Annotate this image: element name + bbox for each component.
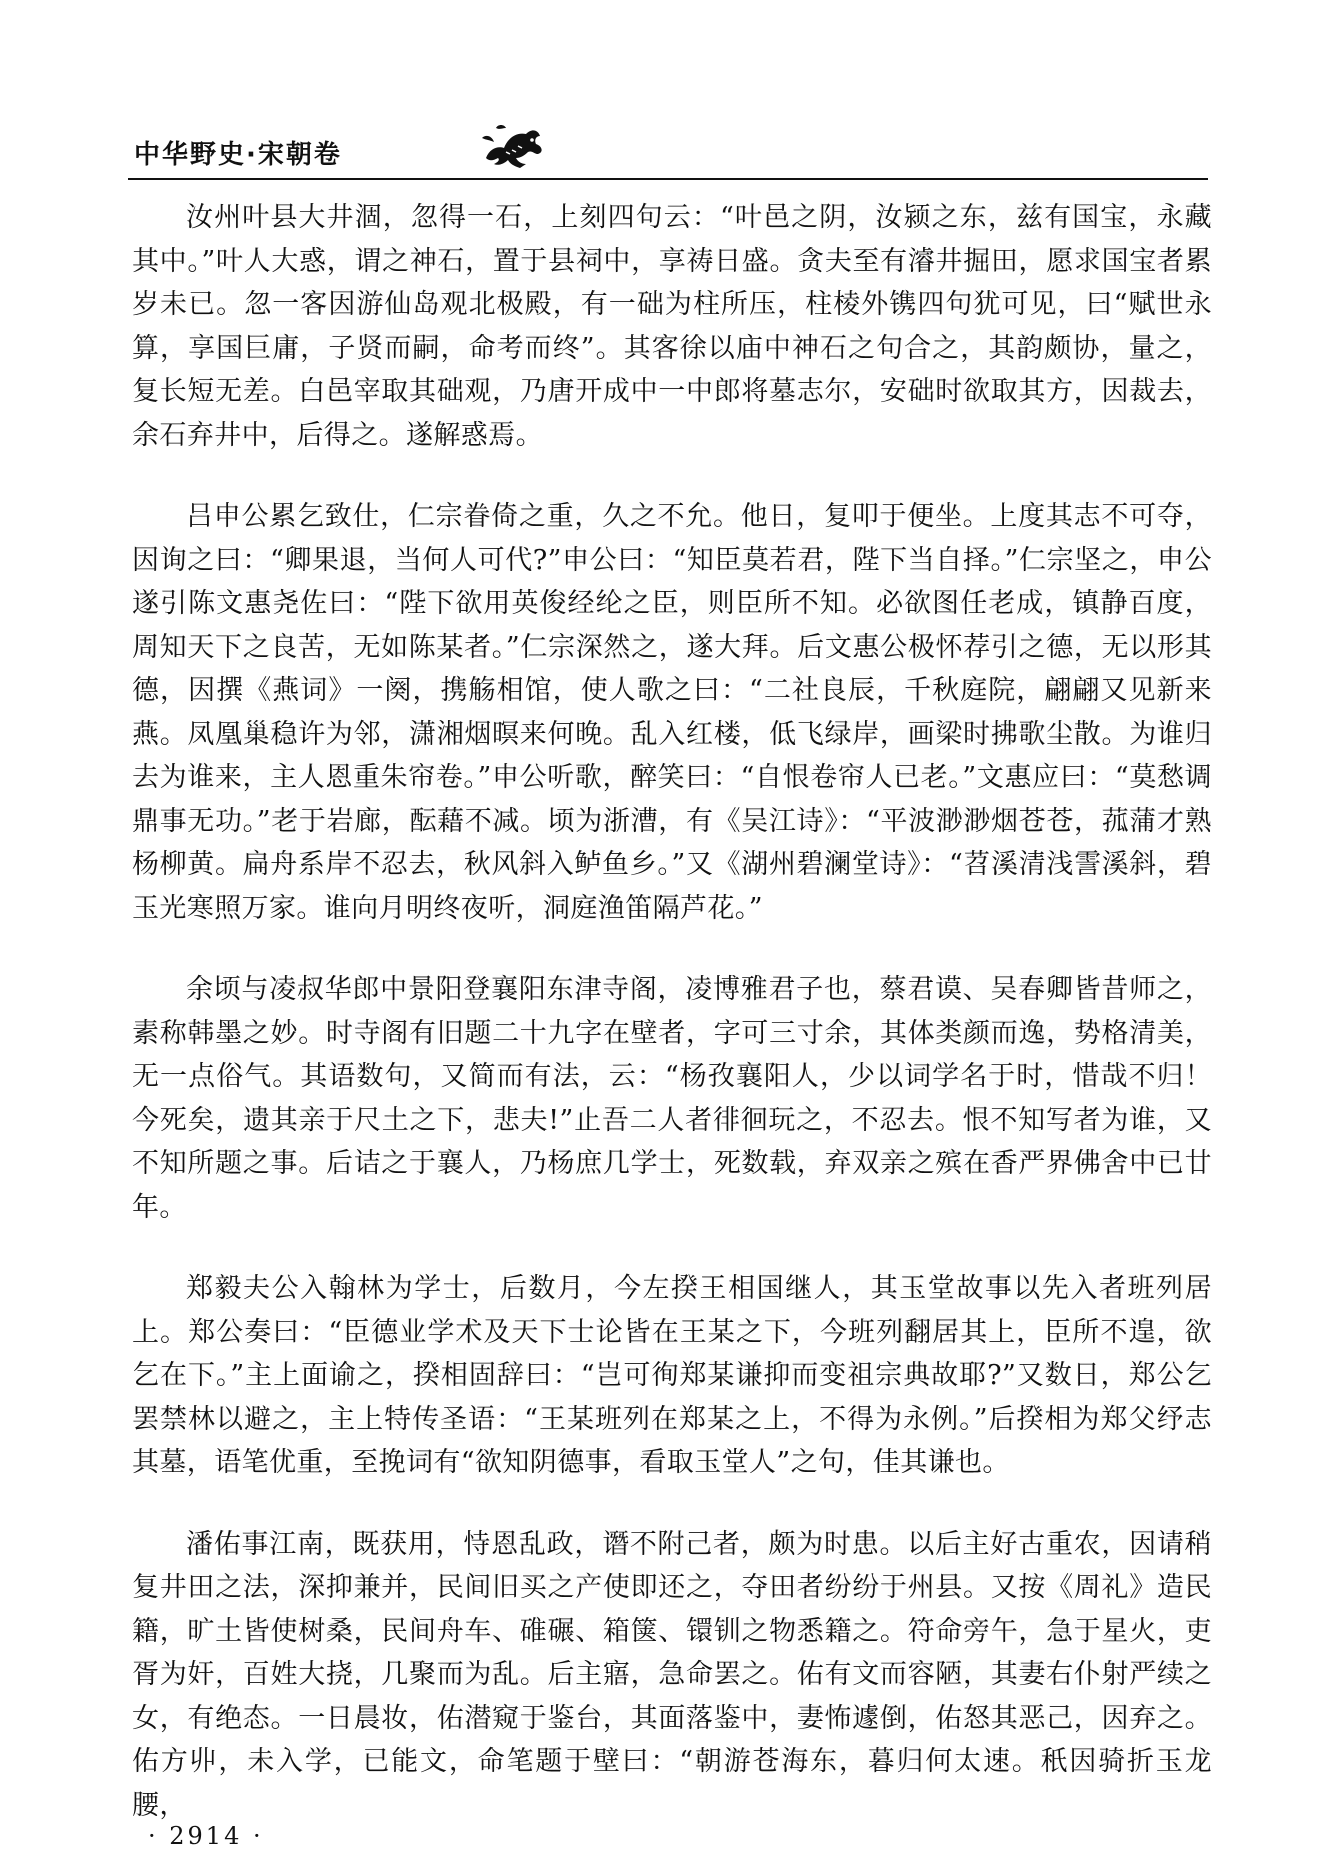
page-body <box>132 196 1212 1865</box>
paragraph-5: 潘佑事江南，既获用，恃恩乱政，谮不附己者，颇为时患。以后主好古重农，因请稍复井田之法，深抑兼并，民间旧买之产使即还之，夺田者纷纷于州县。又按《周礼》造民籍，旷土皆使树桑，民间舟车、碓碾、箱箧、镮钏之物悉籍之。符命旁午，急于星火，吏胥为奸，百姓大挠，几聚而为乱。后主寤，急命罢之。佑有文而容陋，其妻右仆射严续之女，有绝态。一日晨妆，佑潜窥于鉴台，其面落鉴中，妻怖遽倒，佑怒其恶己，因弃之。佑方丱，未入学，已能文，命笔题于壁曰：“朝游苍海东，暮归何太速。秖因骑折玉龙腰， <box>132 1528 1212 1821</box>
tiger-emblem-icon <box>476 118 548 174</box>
page-number: · 2914 · <box>148 1822 264 1850</box>
paragraph-2: 吕申公累乞致仕，仁宗眷倚之重，久之不允。他日，复叩于便坐。上度其志不可夺，因询之曰：“卿果退，当何人可代?”申公曰：“知臣莫若君，陛下当自择。”仁宗坚之，申公遂引陈文惠尧佐曰：“陛下欲用英俊经纶之臣，则臣所不知。必欲图任老成，镇静百度，周知天下之良苦，无如陈某者。”仁宗深然之，遂大拜。后文惠公极怀荐引之德，无以形其德，因撰《燕词》一阕，携觞相馆，使人歌之曰：“二社良辰，千秋庭院，翩翩又见新来燕。凤凰巢稳许为邻，潇湘烟暝来何晚。乱入红楼，低飞绿岸，画梁时拂歌尘散。为谁归去为谁来，主人恩重朱帘卷。”申公听歌，醉笑曰：“自恨卷帘人已老。”文惠应曰：“莫愁调鼎事无功。”老于岩廊，酝藉不减。顷为浙漕，有《吴江诗》：“平波渺渺烟苍苍，菰蒲才熟杨柳黄。扁舟系岸不忍去，秋风斜入鲈鱼乡。”又《湖州碧澜堂诗》：“苕溪清浅霅溪斜，碧玉光寒照万家。谁向月明终夜听，洞庭渔笛隔芦花。” <box>132 501 1212 924</box>
paragraph-1: 汝州叶县大井涸，忽得一石，上刻四句云：“叶邑之阴，汝颍之东，兹有国宝，永藏其中。”叶人大惑，谓之神石，置于县祠中，享祷日盛。贪夫至有濬井掘田，愿求国宝者累岁未已。忽一客因游仙岛观北极殿，有一础为柱所压，柱棱外镌四句犹可见，曰“赋世永算，享国巨庸，子贤而嗣，命考而终”。其客徐以庙中神石之句合之，其韵颇协，量之，复长短无差。白邑宰取其础观，乃唐开成中一中郎将墓志尔，安础时欲取其方，因裁去，余石弃井中，后得之。遂解惑焉。 <box>132 202 1212 451</box>
paragraph-4: 郑毅夫公入翰林为学士，后数月，今左揆王相国继人，其玉堂故事以先入者班列居上。郑公奏曰：“臣德业学术及天下士论皆在王某之下，今班列翻居其上，臣所不遑，欲乞在下。”主上面谕之，揆相固辞曰：“岂可徇郑某谦抑而变祖宗典故耶?”又数日，郑公乞罢禁林以避之，主上特传圣语：“王某班列在郑某之上，不得为永例。”后揆相为郑父纾志其墓，语笔优重，至挽词有“欲知阴德事，看取玉堂人”之句，佳其谦也。 <box>132 1273 1212 1478</box>
header-rule <box>128 178 1208 180</box>
paragraph-3: 余顷与凌叔华郎中景阳登襄阳东津寺阁，凌博雅君子也，蔡君谟、吴春卿皆昔师之，素称韩墨之妙。时寺阁有旧题二十九字在壁者，字可三寸余，其体类颜而逸，势格清美，无一点俗气。其语数句，又简而有法，云：“杨孜襄阳人，少以词学名于时，惜哉不归！今死矣，遗其亲于尺土之下，悲夫!”止吾二人者徘徊玩之，不忍去。恨不知写者为谁，又不知所题之事。后诘之于襄人，乃杨庶几学士，死数载，弃双亲之殡在香严界佛舍中已廿年。 <box>132 974 1212 1223</box>
book-title: 中华野史·宋朝卷 <box>134 140 342 170</box>
page-header <box>128 118 1208 182</box>
